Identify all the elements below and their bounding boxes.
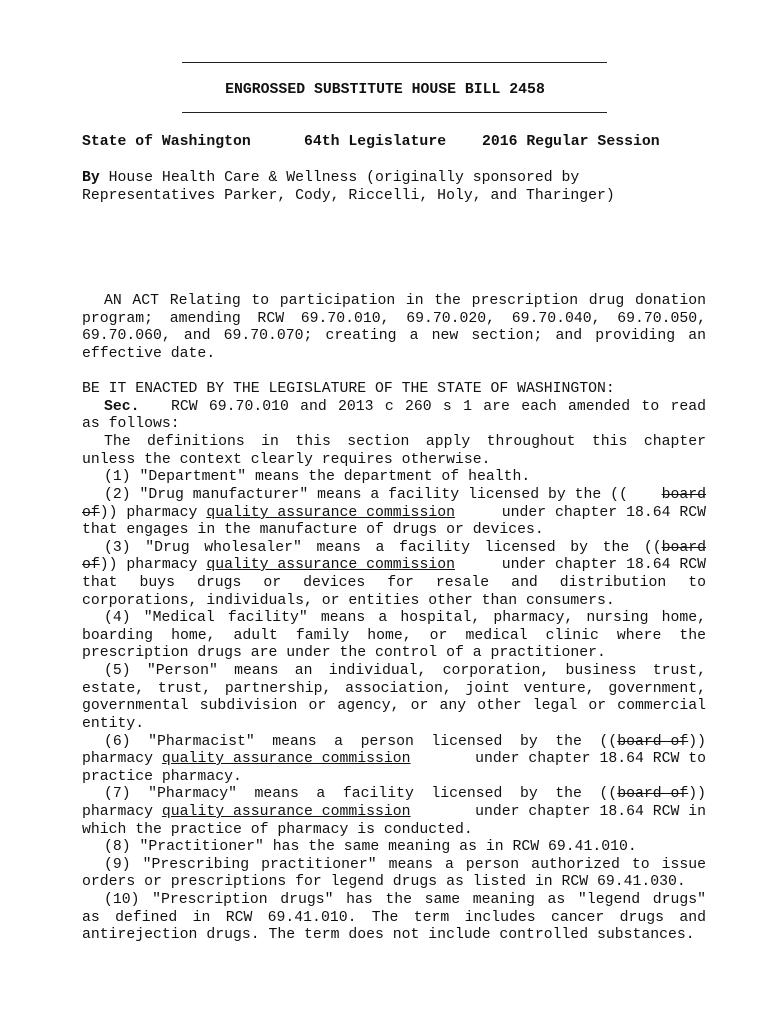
sec-text: RCW 69.70.010 and 2013 c 260 s 1 are each amended to read [171, 399, 706, 415]
def-5-line-1: (5) "Person" means an individual, corporation, business trust, [104, 663, 706, 679]
def-3-line-1: (3) "Drug wholesaler" means a facility licensed by the (( board [104, 540, 706, 556]
def-8: (8) "Practitioner" has the same meaning as in RCW 69.41.010. [104, 839, 637, 855]
defs-intro-1: The definitions in this section apply throughout this chapter [104, 434, 706, 450]
def-10-line-1: (10) "Prescription drugs" has the same meaning as "legend drugs" [104, 892, 706, 908]
inserted-text: quality assurance commission [206, 505, 455, 521]
struck-text: of [82, 505, 100, 521]
def-4-line-2: boarding home, adult family home, or medical clinic where the [82, 628, 706, 644]
sponsor-line-2: Representatives Parker, Cody, Riccelli, Holy, and Tharinger) [82, 188, 615, 204]
def-3-line-4: corporations, individuals, or entities other than consumers. [82, 593, 615, 609]
struck-text: board of [617, 786, 689, 802]
def-2-line-1: (2) "Drug manufacturer" means a facility licensed by the (( board [104, 487, 706, 503]
struck-text: of [82, 557, 100, 573]
def-3-line-2: of )) pharmacy quality assurance commission under chapter 18.64 RCW [82, 557, 706, 573]
def-2-line-3: that engages in the manufacture of drugs or devices. [82, 522, 544, 538]
def-6-line-2: pharmacy quality assurance commission under chapter 18.64 RCW to [82, 751, 706, 767]
inserted-text: quality assurance commission [161, 804, 411, 820]
def-5-line-3: governmental subdivision or agency, or any other legal or commercial [82, 698, 706, 714]
def-5-line-2: estate, trust, partnership, association, joint venture, government, [82, 681, 706, 697]
act-line-2: program; amending RCW 69.70.010, 69.70.020, 69.70.040, 69.70.050, [82, 311, 706, 327]
legislature: 64th Legislature [304, 134, 447, 150]
def-1: (1) "Department" means the department of health. [104, 469, 531, 485]
struck-text: board of [617, 734, 689, 750]
def-5-line-4: entity. [82, 716, 145, 732]
defs-intro-2: unless the context clearly requires otherwise. [82, 452, 491, 468]
act-line-3: 69.70.060, and 69.70.070; creating a new section; and providing an [82, 328, 706, 344]
def-2-line-2: of )) pharmacy quality assurance commission under chapter 18.64 RCW [82, 505, 706, 521]
title-rule [182, 112, 607, 113]
session: 2016 Regular Session [482, 134, 660, 150]
def-7-line-2: pharmacy quality assurance commission under chapter 18.64 RCW in [82, 804, 706, 820]
enacting-clause: BE IT ENACTED BY THE LEGISLATURE OF THE STATE OF WASHINGTON: [82, 381, 615, 397]
def-9-line-2: orders or prescriptions for legend drugs as listed in RCW 69.41.030. [82, 874, 686, 890]
top-rule [182, 62, 607, 63]
def-10-line-3: antirejection drugs. The term does not include controlled substances. [82, 927, 695, 943]
def-4-line-1: (4) "Medical facility" means a hospital, pharmacy, nursing home, [104, 610, 706, 626]
struck-text: board [661, 487, 706, 503]
def-7-line-3: which the practice of pharmacy is conducted. [82, 822, 473, 838]
session-line [82, 134, 706, 150]
by-label: By [82, 170, 100, 186]
inserted-text: quality assurance commission [206, 557, 455, 573]
def-6-line-1: (6) "Pharmacist" means a person licensed by the (( board of )) [104, 734, 706, 750]
sec-text-2: as follows: [82, 416, 180, 432]
def-7-line-1: (7) "Pharmacy" means a facility licensed by the (( board of )) [104, 786, 706, 802]
sponsor-line-1 [82, 169, 706, 187]
def-10-line-2: as defined in RCW 69.41.010. The term includes cancer drugs and [82, 910, 706, 926]
state-name: State of Washington [82, 134, 251, 150]
def-6-line-3: practice pharmacy. [82, 769, 242, 785]
act-line-1: AN ACT Relating to participation in the prescription drug donation [104, 293, 706, 309]
def-3-line-3: that buys drugs or devices for resale and distribution to [82, 575, 706, 591]
def-9-line-1: (9) "Prescribing practitioner" means a person authorized to issue [104, 857, 706, 873]
bill-title: ENGROSSED SUBSTITUTE HOUSE BILL 2458 [225, 82, 545, 98]
sec-label: Sec. [104, 399, 140, 415]
section-heading [82, 398, 706, 416]
act-line-4: effective date. [82, 346, 216, 362]
def-4-line-3: prescription drugs are under the control of a practitioner. [82, 645, 606, 661]
inserted-text: quality assurance commission [161, 751, 411, 767]
sponsor-text-1: House Health Care & Wellness (originally sponsored by [108, 170, 580, 186]
struck-text: board [661, 540, 706, 556]
